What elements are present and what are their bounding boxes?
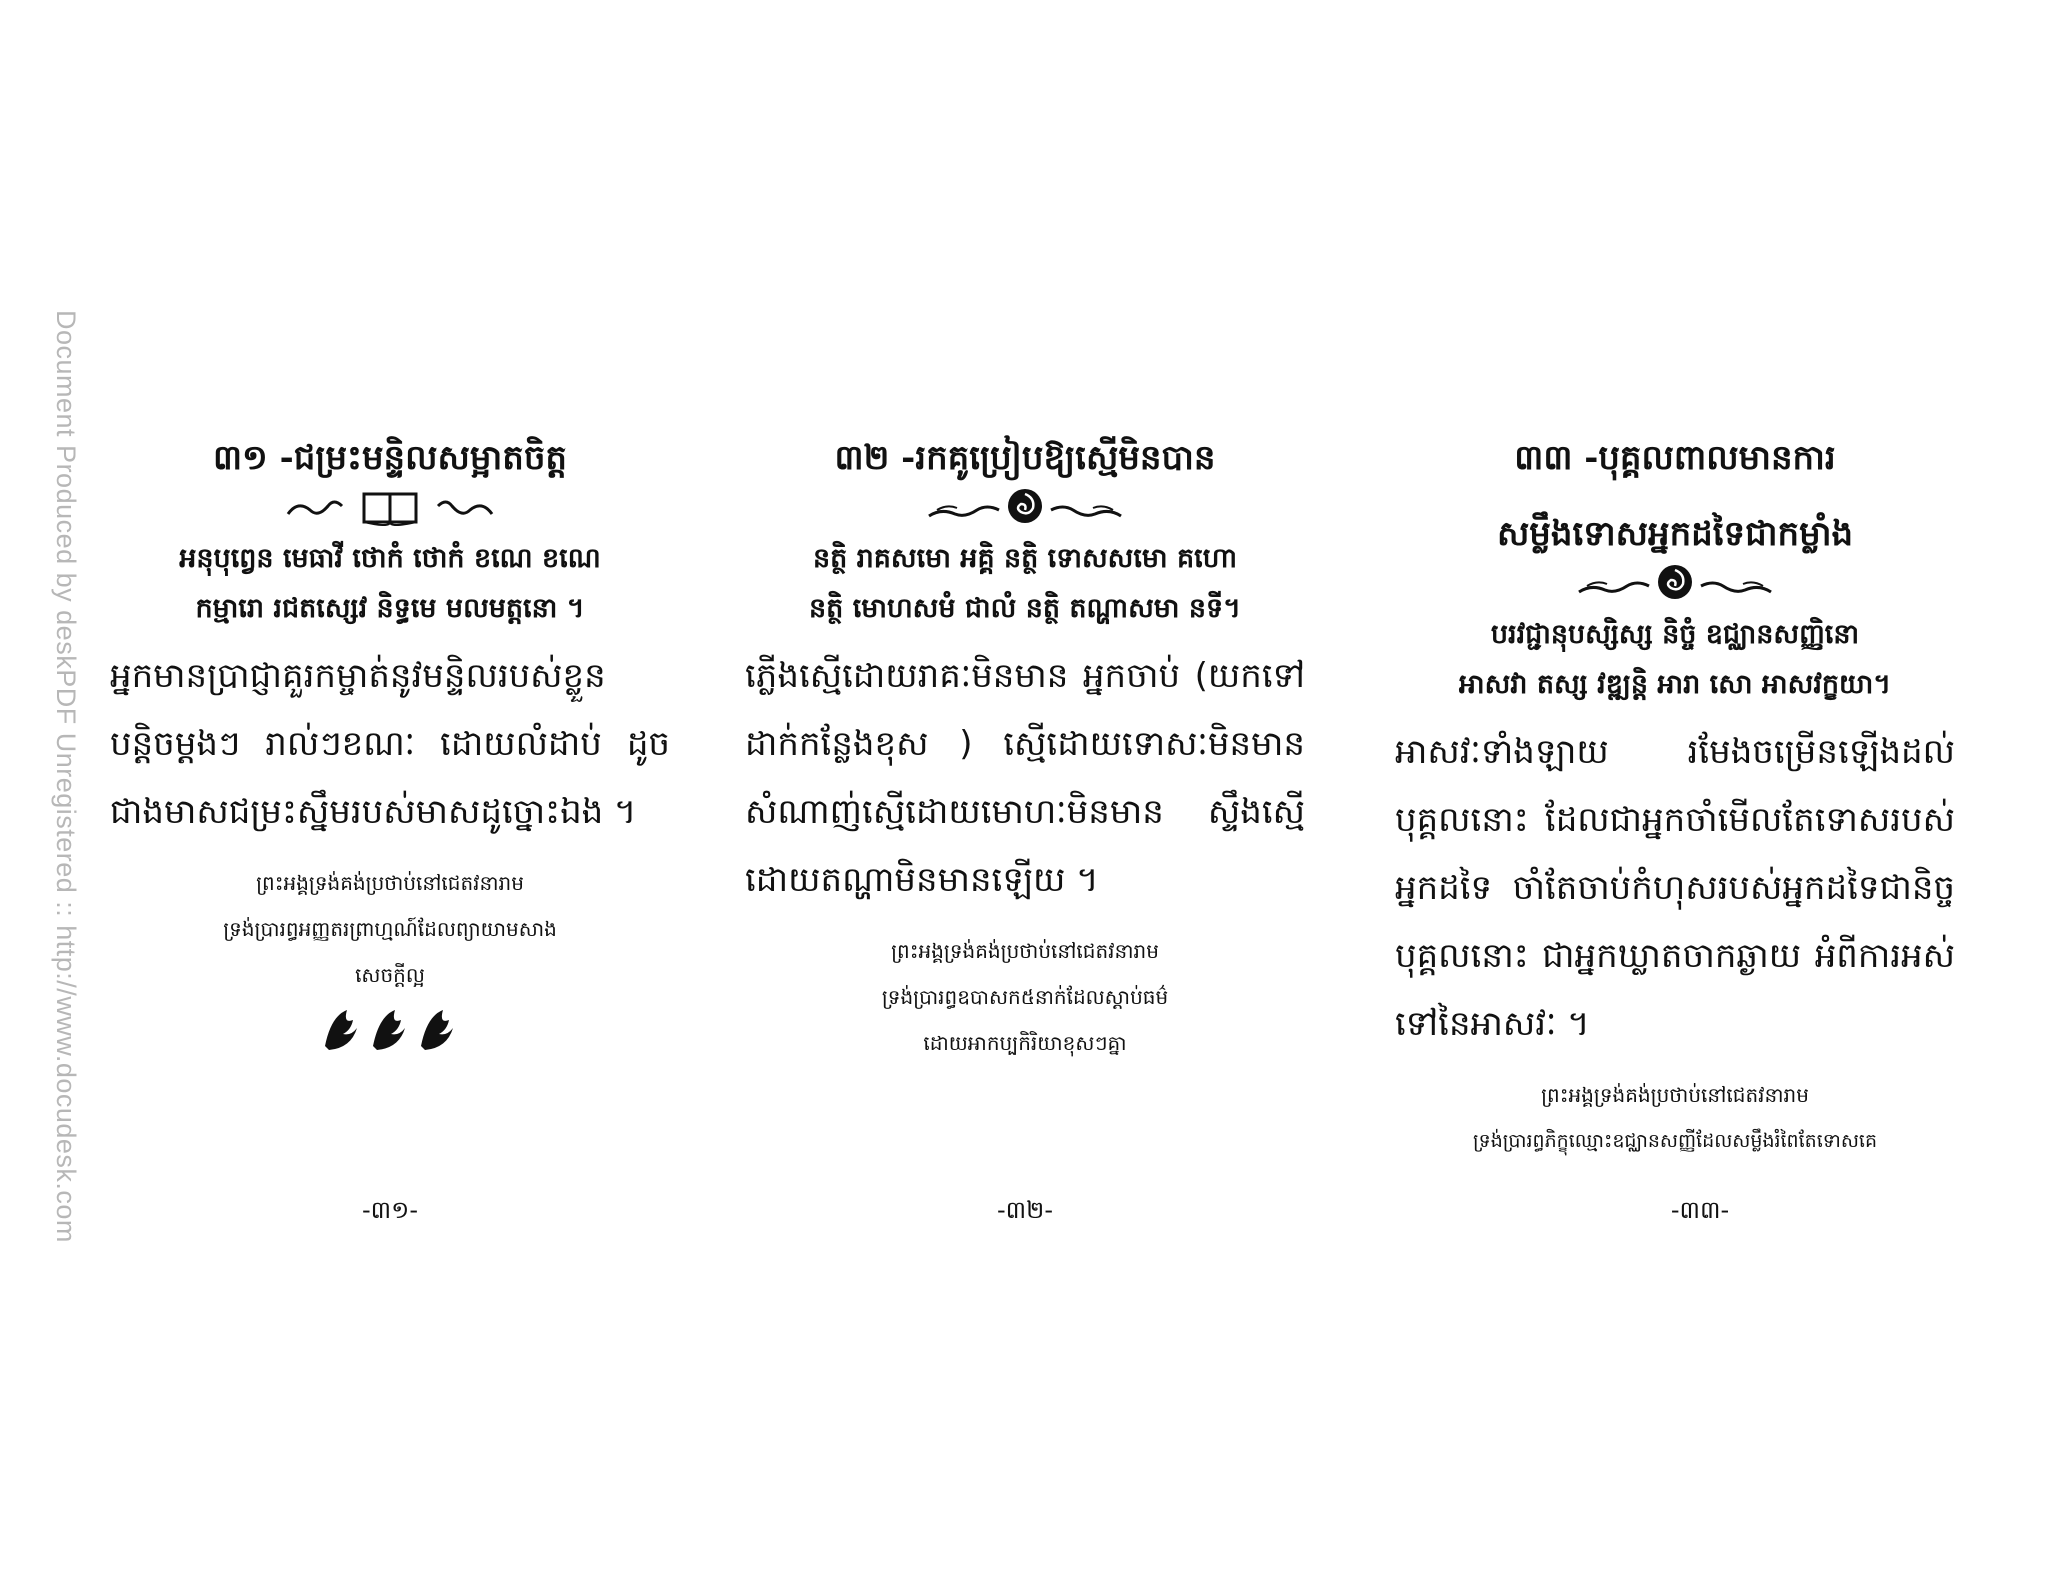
rose-flourish-icon (745, 486, 1305, 530)
pali-verse-line: នត្ថិ មោហសមំ ជាលំ នត្ថិ តណ្ហាសមា នទី។ (809, 593, 1241, 624)
page-31 (110, 430, 670, 1056)
page-number: -៣៣- (1670, 1196, 1730, 1224)
three-flowers-icon (110, 1000, 670, 1056)
page-33 (1395, 430, 1955, 1164)
translation-text: ភ្លើងស្មើដោយរាគៈមិនមាន អ្នកចាប់ (យកទៅដាក់កន្លែងខុស ) ស្មើដោយទោសៈមិនមាន សំណាញ់ស្មើដោយមោហៈមិនមាន ស្ទឹងស្មើដោយតណ្ហាមិនមានឡើយ ។ (745, 656, 1305, 900)
source-line: ដោយអាកប្បកិរិយាខុសៗគ្នា (923, 1031, 1127, 1055)
pali-verse-line: អនុបុព្វេន មេធាវី ថោកំ ថោកំ ខណេ ខណេ (179, 543, 601, 574)
source-line: ទ្រង់ប្រារព្ធឧបាសក៥នាក់ដែលស្តាប់ធម៌ (881, 985, 1169, 1009)
page-title-line-2: សម្លឹងទោសអ្នកដទៃជាកម្លាំង (1496, 514, 1854, 554)
source-note (745, 928, 1305, 1066)
page-32 (745, 430, 1305, 1066)
source-line: ព្រះអង្គទ្រង់គង់ប្រថាប់នៅជេតវនារាម (891, 939, 1159, 963)
source-line: ព្រះអង្គទ្រង់គង់ប្រថាប់នៅជេតវនារាម (256, 871, 524, 895)
rose-flourish-icon (1395, 562, 1955, 606)
source-line: សេចក្តីល្អ (355, 963, 425, 987)
watermark: Document Produced by deskPDF Unregistered :: http://www.docudesk.com (51, 310, 81, 1243)
source-note (110, 860, 670, 998)
page-number: -៣១- (362, 1196, 418, 1224)
pali-verse-line: បរវជ្ជានុបស្សិស្ស និច្ចំ ឧជ្ឈានសញ្ញិនោ (1490, 619, 1860, 650)
source-line: ព្រះអង្គទ្រង់គង់ប្រថាប់នៅជេតវនារាម (1541, 1083, 1809, 1107)
source-line: ទ្រង់ប្រារព្ធអញ្ញតរព្រាហ្មណ៍ដែលព្យាយាមសាង (223, 917, 557, 941)
translation-text: អ្នកមានប្រាជ្ញាគួរកម្ចាត់នូវមន្ទិលរបស់ខ្លួនបន្តិចម្តងៗ រាល់ៗខណៈ ដោយលំដាប់ ដូចជាងមាសជម្រះស្នឹមរបស់មាសដូច្នោះឯង ។ (110, 656, 670, 832)
source-note (1395, 1072, 1955, 1164)
page-title: ៣២ -រកគូប្រៀបឱ្យស្មើមិនបាន (834, 438, 1216, 478)
page-number: -៣២- (997, 1196, 1053, 1224)
page-title: ៣១ -ជម្រះមន្ទិលសម្អាតចិត្ត (213, 438, 567, 478)
pali-verse-line: កម្មារោ រជតស្សេវ និទ្ធមេ មលមត្តនោ ។ (195, 593, 585, 624)
pali-verse-line: នត្ថិ រាគសមោ អគ្គិ នត្ថិ ទោសសមោ គហោ (812, 543, 1238, 574)
translation-text: អាសវៈទាំងឡាយ រមែងចម្រើនឡើងដល់បុគ្គលនោះ ដែលជាអ្នកចាំមើលតែទោសរបស់អ្នកដទៃ ចាំតែចាប់កំហុសរបស់អ្នកដទៃជានិច្ច បុគ្គលនោះ ជាអ្នកឃ្លាតចាកឆ្ងាយ អំពីការអស់ទៅនៃអាសវៈ ។ (1395, 732, 1955, 1044)
pali-verse-line: អាសវា តស្ស វឌ្ឍន្តិ អារា សោ អាសវក្ខយា។ (1458, 669, 1892, 700)
source-line: ទ្រង់ប្រារព្ធភិក្ខុឈ្មោះឧជ្ឈានសញ្ញីដែលសម្លឹងរំពៃតែទោសគេ (1472, 1130, 1878, 1152)
book-ornament-icon (110, 486, 670, 530)
page-title: ៣៣ -បុគ្គលពាលមានការ (1514, 438, 1836, 478)
